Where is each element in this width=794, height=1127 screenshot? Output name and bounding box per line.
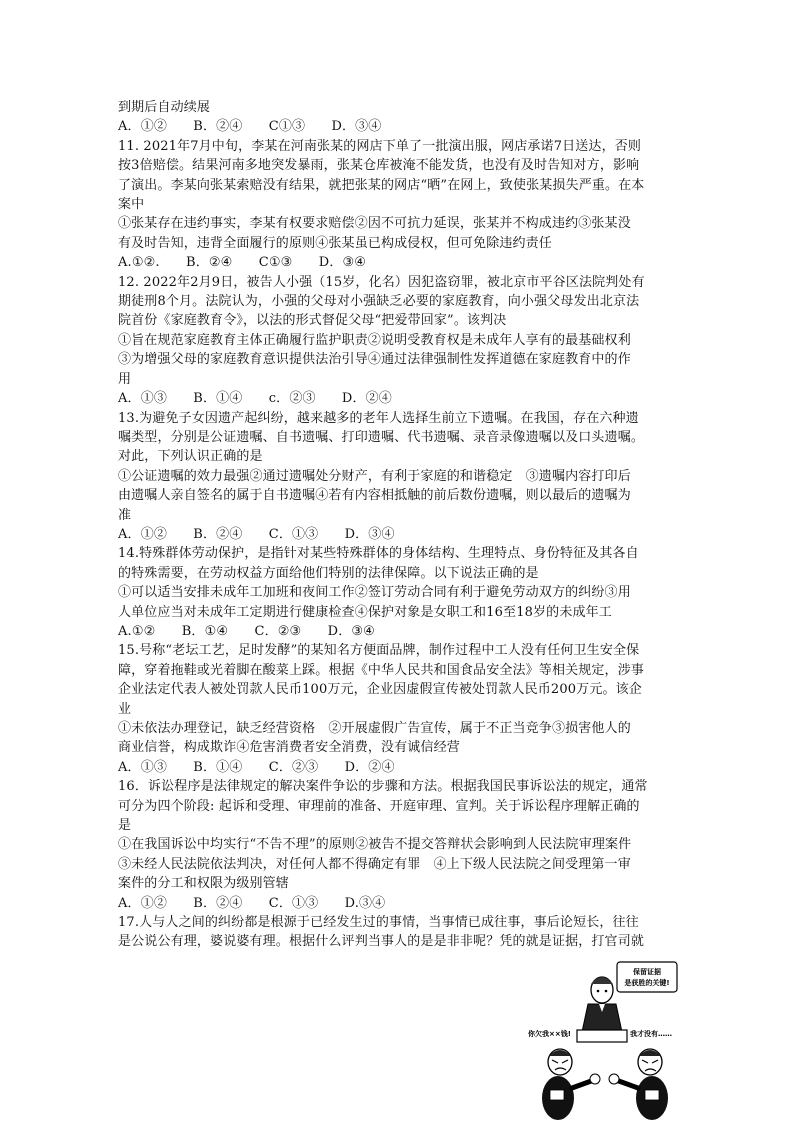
- text-line: 到期后自动续展: [118, 100, 211, 115]
- left-person-speech: 你欠我××钱!: [528, 1030, 571, 1038]
- text-line: 是公说公有理，婆说婆有理。根据什么评判当事人的是是非非呢？凭的就是证据，打官司就: [118, 934, 645, 950]
- right-person-figure: [609, 1049, 668, 1120]
- text-line: ①可以适当安排未成年工加班和夜间工作②签订劳动合同有利于避免劳动双方的纠纷③用: [118, 585, 631, 601]
- text-line: 嘱类型，分别是公证遗嘱、自书遗嘱、打印遗嘱、代书遗嘱、录音录像遗嘱以及口头遗嘱。: [118, 429, 645, 445]
- text-line: A．①③ B．①④ c．②③ D．②④: [118, 391, 392, 407]
- text-line: 可分为四个阶段: 起诉和受理、审理前的准备、开庭审理、宣判。关于诉讼程序理解正确的: [118, 798, 640, 814]
- text-line: 了演出。李某向张某索赔没有结果，就把张某的网店“晒”在网上，致使张某损失严重。在本: [118, 177, 645, 193]
- text-line: A.①② B．①④ C．②③ D．③④: [118, 623, 375, 639]
- text-line: ①在我国诉讼中均实行“不告不理”的原则②被告不提交答辩状会影响到人民法院审理案件: [118, 837, 632, 853]
- text-line: 商业信誉，构成欺诈④危害消费者安全消费，没有诚信经营: [118, 740, 460, 756]
- text-line: 16．诉讼程序是法律规定的解决案件争讼的步骤和方法。根据我国民事诉讼法的规定，通常: [118, 779, 648, 795]
- text-line: 院首份《家庭教育令》，以法的形式督促父母“把爱带回家”。该判决: [118, 313, 507, 329]
- text-line: 准: [118, 507, 132, 523]
- text-line: 是: [118, 818, 132, 834]
- text-line: 的特殊需要，在劳动权益方面给他们特别的法律保障。以下说法正确的是: [118, 565, 539, 581]
- text-line: 15.号称“老坛工艺，足时发酵”的某知名方便面品牌，制作过程中工人没有任何卫生安全保: [118, 643, 640, 659]
- text-line: ①张某存在违约事实，李某有权要求赔偿②因不可抗力延误，张某并不构成违约③张某没: [118, 216, 631, 232]
- text-line: ③为增强父母的家庭教育意识提供法治引导④通过法律强制性发挥道德在家庭教育中的作: [118, 352, 631, 368]
- text-line: A．①③ B．①④ C．②③ D．②④: [118, 759, 395, 775]
- text-line: ③未经人民法院依法判决，对任何人都不得确定有罪 ④上下级人民法院之间受理第一审: [118, 856, 631, 872]
- text-line: 对此，下列认识正确的是: [118, 449, 263, 465]
- text-line: 企业法定代表人被处罚款人民币100万元，企业因虚假宣传被处罚款人民币200万元。该企: [118, 682, 642, 698]
- text-line: A．①② B．②④ C．①③ D.③④: [118, 895, 386, 911]
- right-person-speech: 我才没有……: [630, 1030, 672, 1038]
- text-line: ①未依法办理登记，缺乏经营资格 ②开展虚假广告宣传，属于不正当竞争③损害他人的: [118, 721, 631, 736]
- text-line: 按3倍赔偿。结果河南多地突发暴雨，张某仓库被淹不能发货，也没有及时告知对方，影响: [118, 158, 640, 174]
- text-line: 人单位应当对未成年工定期进行健康检查④保护对象是女职工和16至18岁的未成年工: [118, 604, 612, 620]
- text-line: 由遗嘱人亲自签名的属于自书遗嘱④若有内容相抵触的前后数份遗嘱，则以最后的遗嘱为: [118, 488, 631, 504]
- text-line: 11. 2021年7月中旬，李某在河南张某的网店下单了一批演出服，网店承诺7日送达，否则: [118, 138, 642, 154]
- text-line: 案中: [118, 197, 145, 213]
- text-line: 业: [118, 701, 132, 717]
- text-line: A．①② B．②④ C．①③ D．③④: [118, 526, 395, 542]
- text-line: 案件的分工和权限为级别管辖: [118, 876, 289, 892]
- text-line: 用: [118, 371, 132, 387]
- text-line: 期徒刑8个月。法院认为，小强的父母对小强缺乏必要的家庭教育，向小强父母发出北京法: [118, 294, 640, 310]
- text-line: ①公证遗嘱的效力最强②通过遗嘱处分财产，有利于家庭的和谐稳定 ③遗嘱内容打印后: [118, 468, 631, 484]
- judge-bubble-line-1: 保留证据: [633, 968, 661, 976]
- judge-speech-bubble: [617, 962, 677, 992]
- left-person-figure: [542, 1049, 600, 1120]
- cartoon-illustration: [522, 960, 692, 1123]
- text-line: 12. 2022年2月9日，被告人小强（15岁，化名）因犯盗窃罪，被北京市平谷区法院判处有: [118, 274, 645, 290]
- text-line: 13.为避免子女因遗产起纠纷，越来越多的老年人选择生前立下遗嘱。在我国，存在六种遗: [118, 410, 639, 426]
- judge-bubble-line-2: 是获胜的关键!: [624, 979, 670, 987]
- text-line: A.①②. B．②④ C①③ D．③④: [118, 255, 367, 271]
- cartoon-drawing: [522, 960, 692, 1123]
- text-line: A．①② B．②④ C①③ D．③④: [118, 119, 382, 135]
- text-line: 障，穿着拖鞋或光着脚在酸菜上踩。根据《中华人民共和国食品安全法》等相关规定，涉事: [118, 662, 645, 678]
- text-line: 14.特殊群体劳动保护，是指针对某些特殊群体的身体结构、生理特点、身份特征及其各自: [118, 546, 639, 562]
- text-line: 有及时告知，违背全面履行的原则④张某虽已构成侵权，但可免除违约责任: [118, 235, 552, 251]
- text-line: 17.人与人之间的纠纷都是根源于已经发生过的事情，当事情已成往事，事后论短长，往往: [118, 915, 639, 931]
- document-body: [118, 98, 680, 952]
- text-line: ①旨在规范家庭教育主体正确履行监护职责②说明受教育权是未成年人享有的最基础权利: [118, 332, 631, 348]
